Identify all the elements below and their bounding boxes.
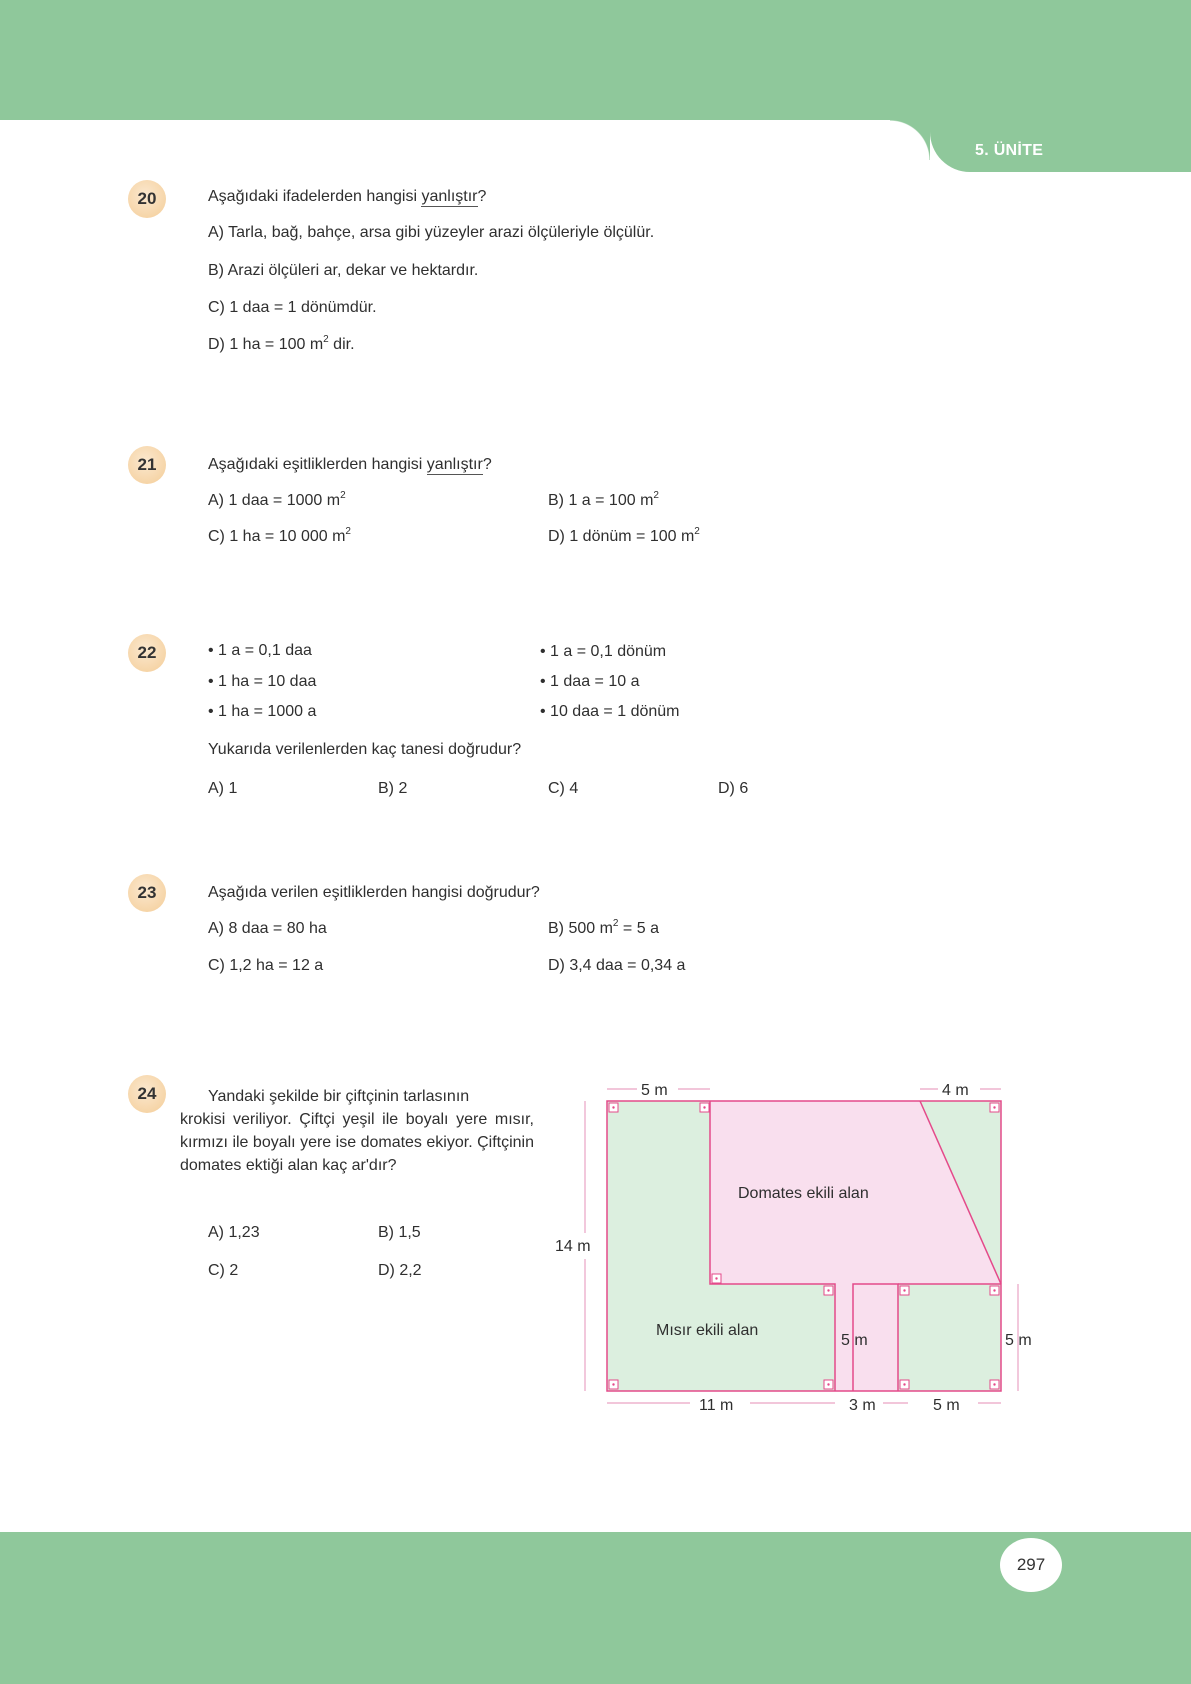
question-number-22: 22 [128, 634, 166, 672]
page-number: 297 [1000, 1538, 1062, 1592]
question-number-21: 21 [128, 446, 166, 484]
q22-statement: • 1 ha = 10 daa [208, 673, 317, 690]
q23-option-a[interactable]: A) 8 daa = 80 ha [208, 920, 327, 937]
top-green-band [0, 0, 1191, 120]
question-24-stem: Yandaki şekilde bir çiftçinin tarlasının krokisi veriliyor. Çiftçi yeşil ile boyalı yere mısır, kırmızı ile boyalı yere ise domates ekiyor. Çiftçinin domates ektiği alan kaç ar'dır? [180, 1088, 534, 1174]
q21-option-a[interactable]: A) 1 daa = 1000 $m^2$ [208, 490, 346, 509]
q24-option-a[interactable]: A) 1,23 [208, 1224, 260, 1241]
question-number-24: 24 [128, 1075, 166, 1113]
dim-label-bottom-3: 5 m [933, 1397, 960, 1414]
question-number-23: 23 [128, 874, 166, 912]
underlined-word: yanlıştır [421, 188, 478, 205]
question-22-stem: Yukarıda verilenlerden kaç tanesi doğrudur? [208, 741, 522, 758]
tomato-area-label: Domates ekili alan [738, 1185, 869, 1202]
q22-statement: • 1 a = 0,1 dönüm [540, 643, 667, 660]
q22-option-c[interactable]: C) 4 [548, 780, 579, 797]
q23-option-d[interactable]: D) 3,4 daa = 0,34 a [548, 957, 686, 974]
dim-label-bottom-2: 3 m [849, 1397, 876, 1414]
dim-label-mid-height: 5 m [841, 1332, 868, 1349]
question-23-stem: Aşağıda verilen eşitliklerden hangisi doğrudur? [208, 884, 540, 901]
dim-label-right-height: 5 m [1005, 1332, 1032, 1349]
dim-label-left: 14 m [555, 1238, 591, 1255]
q22-statement: • 1 ha = 1000 a [208, 703, 317, 720]
q22-statement: • 1 a = 0,1 daa [208, 642, 312, 659]
q21-option-b[interactable]: B) 1 a = 100 $m^2$ [548, 490, 659, 509]
q21-option-c[interactable]: C) 1 ha = 10 000 $m^2$ [208, 526, 351, 545]
dim-label-top-left: 5 m [641, 1082, 668, 1099]
question-20-stem: Aşağıdaki ifadelerden hangisi yanlıştır? [208, 188, 487, 205]
q20-option-a[interactable]: A) Tarla, bağ, bahçe, arsa gibi yüzeyler arazi ölçüleriyle ölçülür. [208, 224, 655, 241]
field-sketch-figure [540, 1070, 1050, 1450]
q24-option-c[interactable]: C) 2 [208, 1262, 239, 1279]
q23-option-c[interactable]: C) 1,2 ha = 12 a [208, 957, 324, 974]
q22-option-a[interactable]: A) 1 [208, 780, 238, 797]
q20-option-d[interactable]: D) 1 ha = 100 $m^2$ dir. [208, 334, 355, 353]
unit-label: 5. ÜNİTE [975, 142, 1044, 159]
q24-option-b[interactable]: B) 1,5 [378, 1224, 421, 1241]
q22-statement: • 10 daa = 1 dönüm [540, 703, 680, 720]
q22-statement: • 1 daa = 10 a [540, 673, 640, 690]
q23-option-b[interactable]: B) 500 $m^2 = 5$ a [548, 918, 659, 937]
q20-option-b[interactable]: B) Arazi ölçüleri ar, dekar ve hektardır. [208, 262, 479, 279]
q22-option-b[interactable]: B) 2 [378, 780, 408, 797]
question-number-20: 20 [128, 180, 166, 218]
dim-label-bottom-1: 11 m [699, 1397, 734, 1414]
q24-option-d[interactable]: D) 2,2 [378, 1262, 422, 1279]
q22-option-d[interactable]: D) 6 [718, 780, 749, 797]
underlined-word: yanlıştır [426, 456, 483, 473]
q21-option-d[interactable]: D) 1 dönüm = 100 $m^2$ [548, 526, 700, 545]
question-21-stem: Aşağıdaki eşitliklerden hangisi yanlıştır? [208, 456, 492, 473]
dim-label-top-right: 4 m [942, 1082, 969, 1099]
q20-option-c[interactable]: C) 1 daa = 1 dönümdür. [208, 299, 377, 316]
unit-tab [930, 120, 1191, 172]
corn-area-label: Mısır ekili alan [656, 1322, 759, 1339]
